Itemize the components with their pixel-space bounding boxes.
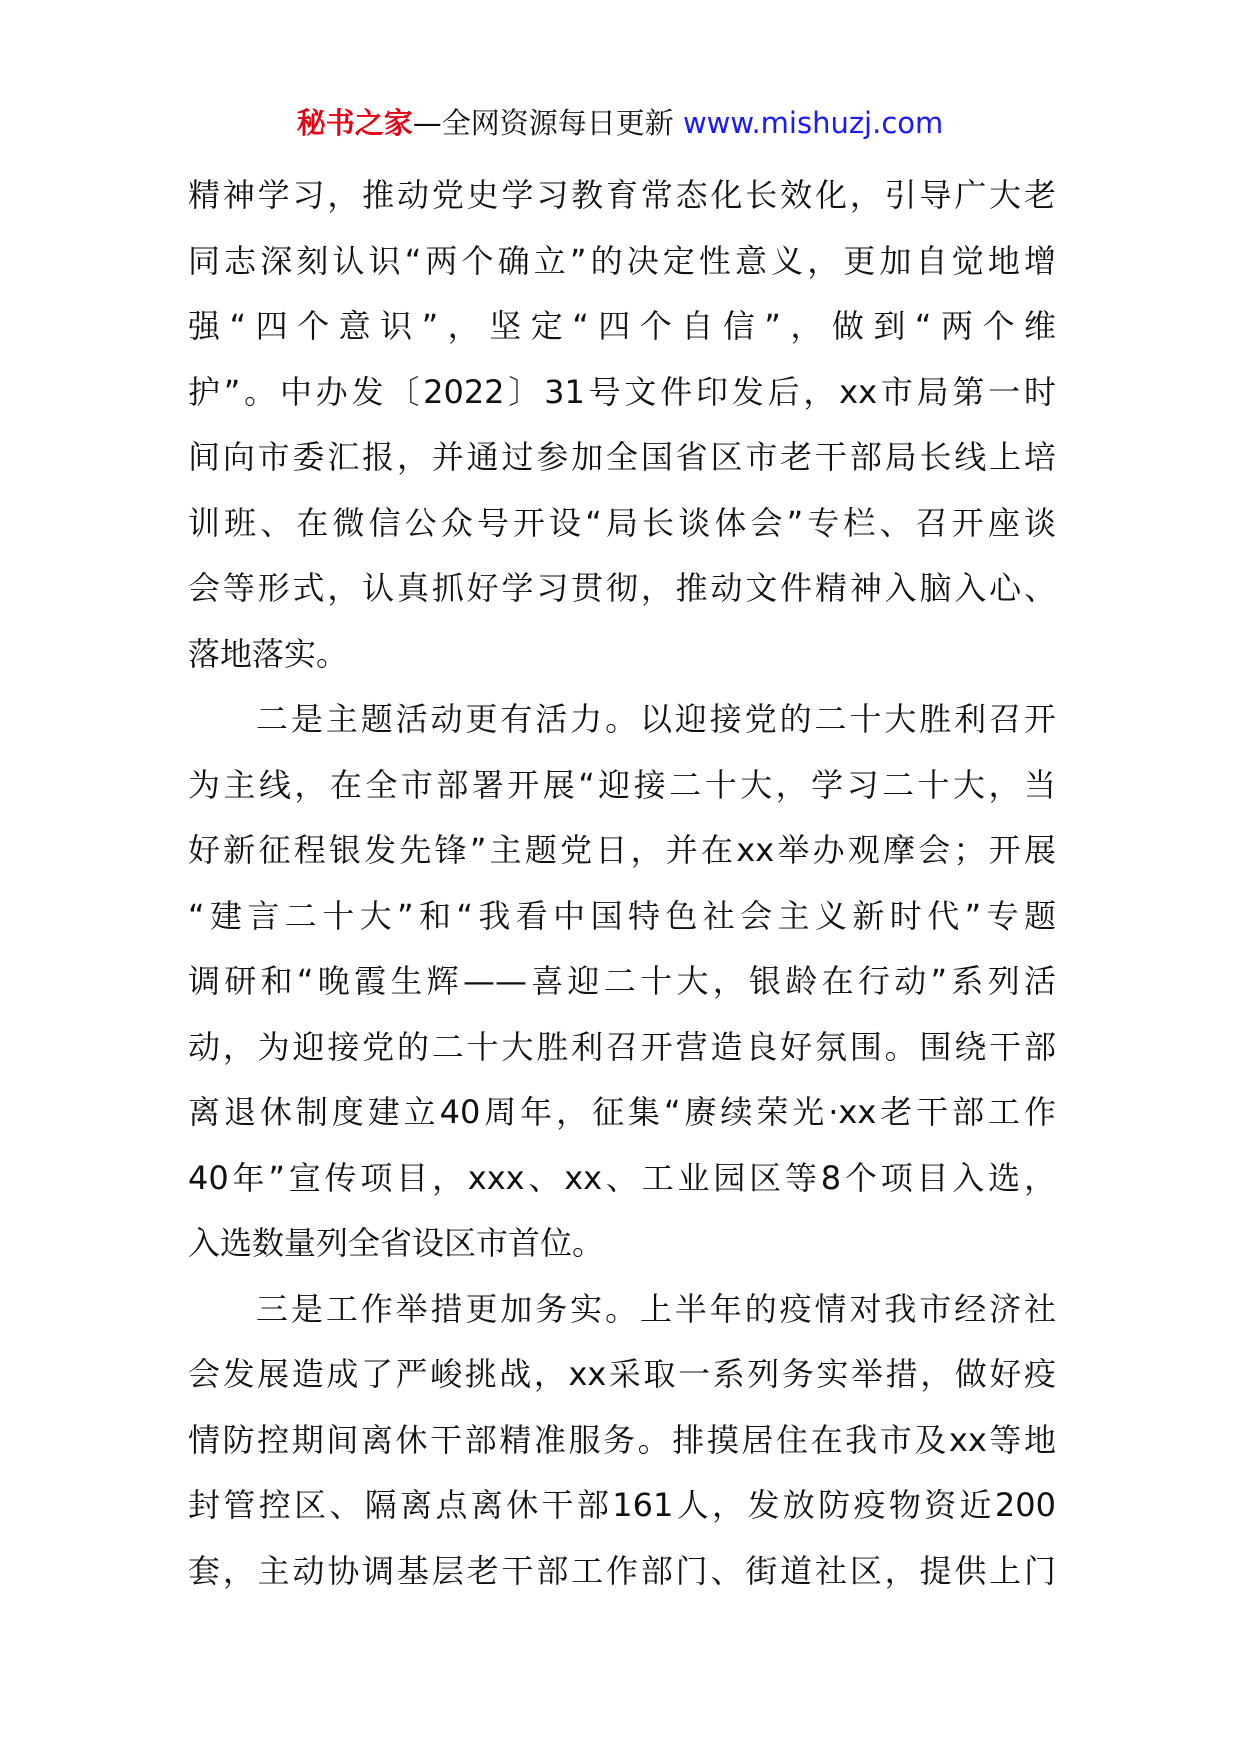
text-line: 动，为迎接党的二十大胜利召开营造良好氛围。围绕干部 [188, 1027, 1056, 1066]
text-line: 会发展造成了严峻挑战，xx采取一系列务实举措，做好疫 [188, 1355, 1056, 1393]
site-brand: 秘书之家 [296, 106, 413, 140]
text-line: 为主线，在全市部署开展“迎接二十大，学习二十大，当 [188, 765, 1056, 804]
text-line: 训班、在微信公众号开设“局长谈体会”专栏、召开座谈 [188, 503, 1056, 542]
paragraph-theme-activities [188, 687, 1056, 1277]
text-line: 调研和“晚霞生辉——喜迎二十大，银龄在行动”系列活 [188, 962, 1056, 1000]
text-line: 间向市委汇报，并通过参加全国省区市老干部局长线上培 [188, 438, 1056, 476]
text-line: 同志深刻认识“两个确立”的决定性意义，更加自觉地增 [188, 241, 1056, 280]
text-line: 情防控期间离休干部精准服务。排摸居住在我市及xx等地 [188, 1420, 1056, 1459]
text-line: 落地落实。 [188, 634, 349, 673]
document-body [188, 163, 1056, 1604]
text-line: 三是工作举措更加务实。上半年的疫情对我市经济社 [256, 1289, 1056, 1328]
site-tagline: —全网资源每日更新 [412, 106, 674, 140]
text-line: 套，主动协调基层老干部工作部门、街道社区，提供上门 [188, 1551, 1056, 1590]
text-line: 40年”宣传项目，xxx、xx、工业园区等8个项目入选， [188, 1158, 1056, 1197]
text-line: 离退休制度建立40周年，征集“赓续荣光·xx老干部工作 [188, 1093, 1056, 1131]
text-line: 护”。中办发〔2022〕31号文件印发后，xx市局第一时 [188, 372, 1056, 411]
site-header [0, 103, 1240, 143]
site-url-link[interactable]: www.mishuzj.com [682, 106, 944, 140]
text-line: 强“四个意识”，坚定“四个自信”，做到“两个维 [188, 307, 1056, 345]
text-line: 封管控区、隔离点离休干部161人，发放防疫物资近200 [188, 1486, 1056, 1524]
text-line: 二是主题活动更有活力。以迎接党的二十大胜利召开 [256, 700, 1056, 738]
text-line: 会等形式，认真抓好学习贯彻，推动文件精神入脑入心、 [188, 569, 1056, 607]
text-line: 好新征程银发先锋”主题党日，并在xx举办观摩会；开展 [188, 831, 1056, 869]
text-line: 入选数量列全省设区市首位。 [188, 1224, 605, 1262]
text-line: “建言二十大”和“我看中国特色社会主义新时代”专题 [188, 896, 1056, 935]
paragraph-continued [188, 163, 1056, 687]
paragraph-work-measures [188, 1277, 1056, 1605]
text-line: 精神学习，推动党史学习教育常态化长效化，引导广大老 [188, 176, 1056, 214]
